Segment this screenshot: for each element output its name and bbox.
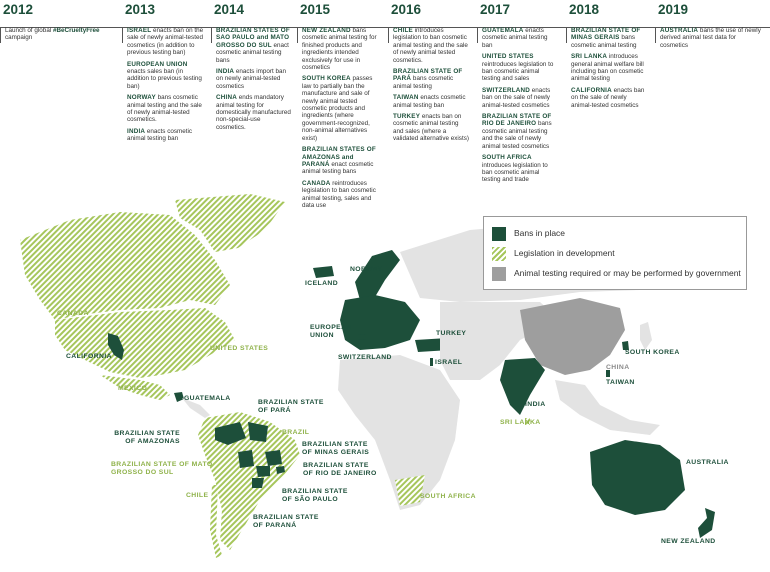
timeline-events	[297, 20, 385, 209]
timeline-column-2014	[211, 0, 295, 135]
timeline-event-text: bans cosmetic animal testing and the sale of newly animal-tested cosmetics.	[127, 94, 202, 124]
timeline-event-subject: CANADA	[302, 179, 331, 187]
timeline-event-subject: SRI LANKA	[571, 53, 608, 61]
timeline-event-subject: CHINA	[216, 94, 237, 102]
timeline-event	[482, 113, 559, 150]
timeline-event-text: bans cosmetic animal testing	[571, 34, 637, 49]
timeline-event	[302, 27, 381, 71]
sao-paulo-shape	[256, 466, 270, 477]
timeline-tick	[566, 27, 567, 43]
label-brazil-mato-grosso: BRAZILIAN STATE OF MATO GROSSO DO SUL	[111, 461, 213, 476]
timeline-event-subject: CALIFORNIA	[571, 86, 612, 94]
timeline-event-subject: AUSTRALIA	[660, 27, 699, 34]
label-sri-lanka: SRI LANKA	[500, 419, 541, 426]
timeline-events	[0, 20, 118, 42]
timeline-event-text: introduces legislation to ban cosmetic animal testing and trade	[482, 161, 548, 184]
timeline-event	[5, 27, 114, 42]
label-australia: AUSTRALIA	[686, 459, 729, 466]
timeline-events	[566, 20, 652, 109]
timeline-year: 2017	[480, 2, 511, 17]
timeline-tick	[655, 27, 656, 43]
timeline-tick	[211, 27, 212, 43]
united-states-shape	[55, 308, 235, 378]
timeline-event	[216, 94, 291, 131]
timeline-event	[302, 146, 381, 176]
timeline-event-subject: CHILE	[393, 27, 413, 34]
minas-shape	[265, 450, 282, 466]
timeline-event-text: enacts cosmetic animal testing ban	[127, 127, 193, 143]
timeline-event	[660, 27, 763, 49]
timeline-event-text: reintroduces legislation to ban cosmetic animal testing and sales	[482, 60, 554, 83]
timeline-event-subject: TURKEY	[393, 113, 421, 121]
timeline-event-subject: INDIA	[127, 127, 146, 135]
label-iceland: ICELAND	[305, 280, 339, 287]
timeline-event-subject: EUROPEAN UNION	[127, 60, 188, 68]
hashtag: #BeCrueltyFree	[52, 27, 100, 34]
legend-swatch-bans	[492, 227, 506, 241]
timeline-event	[571, 53, 648, 83]
timeline-event-text: enacts ban on the sale of newly animal-tested cosmetics	[482, 86, 551, 109]
timeline-event	[393, 94, 470, 109]
parana-shape	[252, 478, 264, 488]
timeline-events	[388, 20, 474, 143]
legend-label-development: Legislation in development	[514, 248, 615, 258]
se-asia-shape	[555, 380, 660, 435]
timeline-column-2018	[566, 0, 652, 113]
label-new-zealand: NEW ZEALAND	[661, 538, 716, 545]
timeline-year: 2014	[214, 2, 245, 17]
label-switzerland: SWITZERLAND	[338, 354, 392, 361]
timeline-event	[127, 61, 204, 91]
timeline-column-2013	[122, 0, 208, 147]
timeline-column-2015	[297, 0, 385, 213]
timeline-event-subject: BRAZILIAN STATE OF PARÁ	[393, 68, 463, 83]
timeline-year: 2016	[391, 2, 422, 17]
australia-shape	[590, 440, 685, 515]
timeline-event-subject: NEW ZEALAND	[302, 27, 351, 34]
japan-shape	[640, 322, 652, 350]
timeline-event	[393, 68, 470, 90]
timeline-event-text: enacts cosmetic animal testing ban	[482, 27, 548, 49]
iceland-shape	[313, 266, 334, 278]
timeline-event-subject: BRAZILIAN STATES OF AMAZONAS and PARANÁ	[302, 146, 376, 168]
timeline-event-text: reintroduces legislation to ban cosmetic animal testing, sales and data use	[302, 179, 376, 209]
timeline-event-text: introduces general animal welfare bill including ban on cosmetic animal testing	[571, 53, 644, 83]
timeline-year: 2012	[3, 2, 34, 17]
timeline-event-subject: SWITZERLAND	[482, 86, 531, 94]
timeline-event	[302, 75, 381, 142]
timeline-event-subject: BRAZILIAN STATES OF SAO PAULO and MATO GROSSO DO SUL	[216, 27, 290, 49]
timeline-event-text: bans cosmetic animal testing for finished products and ingredients intended exclusively for use in cosmetics	[302, 27, 377, 72]
guatemala-shape	[174, 392, 184, 402]
timeline-event-subject: NORWAY	[127, 94, 156, 102]
timeline-column-2012	[0, 0, 118, 46]
label-chile: CHILE	[186, 492, 209, 499]
timeline-column-2017	[477, 0, 563, 188]
label-india: INDIA	[525, 401, 546, 408]
label-guatemala: GUATEMALA	[184, 395, 231, 402]
timeline-event	[216, 27, 291, 64]
timeline-event	[571, 27, 648, 49]
legend-label-government: Animal testing required or may be performed by government	[514, 268, 741, 278]
timeline-event	[482, 27, 559, 49]
label-brazil-para: BRAZILIAN STATE OF PARÁ	[258, 399, 324, 414]
label-canada: CANADA	[57, 310, 89, 317]
israel-shape	[430, 358, 433, 366]
timeline-column-2016	[388, 0, 474, 147]
timeline-event-text: enact cosmetic animal testing bans	[216, 41, 289, 64]
label-israel: ISRAEL	[435, 359, 463, 366]
timeline-event-text: bans cosmetic animal testing	[393, 75, 454, 90]
legend-label-bans: Bans in place	[514, 228, 566, 238]
timeline-event-text: enact cosmetic animal testing bans	[302, 160, 374, 176]
timeline-tick	[122, 27, 123, 43]
label-united-states: UNITED STATES	[210, 345, 269, 352]
timeline-column-2019	[655, 0, 767, 53]
timeline-event-text: bans cosmetic animal testing and the sale of newly animal tested cosmetics	[482, 120, 552, 150]
legend-swatch-development	[492, 247, 506, 261]
timeline-event-text: enacts ban on cosmetic animal testing and sales (where a validated alternative exists)	[393, 113, 469, 143]
new-zealand-shape	[698, 508, 715, 538]
timeline-tick	[297, 27, 298, 43]
label-brazil-sao-paulo: BRAZILIAN STATE OF SÃO PAULO	[282, 488, 348, 503]
timeline-event	[482, 87, 559, 109]
timeline-event-text: introduces legislation to ban cosmetic animal testing and the sale of newly animal tested cosmetics.	[393, 27, 468, 64]
label-california: CALIFORNIA	[66, 353, 112, 360]
timeline-event	[571, 87, 648, 109]
timeline-tick	[0, 27, 1, 43]
timeline-event-subject: GUATEMALA	[482, 27, 524, 34]
timeline-tick	[477, 27, 478, 43]
timeline-tick	[388, 27, 389, 43]
label-brazil-parana: BRAZILIAN STATE OF PARANÁ	[253, 514, 319, 529]
mato-grosso-shape	[238, 450, 254, 468]
timeline-year: 2015	[300, 2, 331, 17]
timeline-event-subject: SOUTH AFRICA	[482, 154, 532, 162]
timeline-event-subject: INDIA	[216, 68, 235, 76]
timeline-year: 2018	[569, 2, 600, 17]
label-norway: NORWAY	[350, 266, 383, 273]
label-china: CHINA	[606, 364, 630, 371]
timeline-events	[477, 20, 563, 184]
legend-swatch-government	[492, 267, 506, 281]
eu-shape	[340, 295, 420, 350]
timeline-event-text: enacts sales ban (in addition to previous testing ban)	[127, 68, 202, 90]
timeline-event	[127, 128, 204, 143]
timeline-event	[393, 113, 470, 143]
label-mexico: MEXICO	[118, 385, 148, 392]
timeline-event	[482, 154, 559, 184]
timeline-event	[127, 27, 204, 57]
label-brazil: BRAZIL	[282, 429, 310, 436]
label-south-africa: SOUTH AFRICA	[420, 493, 476, 500]
label-turkey: TURKEY	[436, 330, 467, 337]
timeline-events	[211, 20, 295, 131]
timeline-event-subject: SOUTH KOREA	[302, 75, 351, 83]
timeline	[0, 0, 770, 209]
timeline-event-text: enacts ban on the sale of newly animal-tested cosmetics	[571, 86, 645, 109]
timeline-events	[122, 20, 208, 143]
timeline-event	[482, 53, 559, 83]
label-taiwan: TAIWAN	[606, 379, 635, 386]
timeline-event-subject: BRAZILIAN STATE OF RIO DE JANEIRO	[482, 113, 552, 128]
timeline-event-text: bans the use of newly derived animal test data for cosmetics	[660, 27, 761, 49]
timeline-event-text: enacts import ban on newly animal-tested cosmetics	[216, 68, 286, 90]
timeline-event-subject: ISRAEL	[127, 27, 152, 34]
timeline-event-text: Launch of global #BeCrueltyFree campaign	[5, 27, 100, 42]
timeline-year: 2019	[658, 2, 689, 17]
timeline-event-subject: UNITED STATES	[482, 53, 534, 61]
label-eu: EUROPEAN UNION	[310, 324, 352, 339]
timeline-events	[655, 20, 767, 49]
timeline-event-subject: TAIWAN	[393, 94, 419, 102]
label-brazil-minas: BRAZILIAN STATE OF MINAS GERAIS	[302, 441, 370, 456]
timeline-year: 2013	[125, 2, 156, 17]
timeline-event	[393, 27, 470, 64]
label-south-korea: SOUTH KOREA	[625, 349, 680, 356]
timeline-event	[127, 94, 204, 124]
norway-shape	[355, 250, 400, 302]
timeline-event	[216, 68, 291, 90]
timeline-event-text: enacts ban on the sale of newly animal-tested cosmetics (in addition to previous testing ban)	[127, 27, 204, 57]
label-brazil-rio: BRAZILIAN STATE OF RIO DE JANEIRO	[303, 462, 377, 477]
legend	[483, 216, 747, 290]
timeline-event-subject: BRAZILIAN STATE OF MINAS GERAIS	[571, 27, 641, 42]
label-brazil-amazonas: BRAZILIAN STATE OF AMAZONAS	[114, 430, 180, 445]
timeline-event-text: passes law to partially ban the manufacture and sale of newly animal tested cosmetic products and ingredients (where government-recognized, non-animal alternatives exist)	[302, 75, 373, 142]
timeline-event-text: ends mandatory animal testing for domestically manufactured non-special-use cosmetics.	[216, 94, 291, 131]
timeline-event-text: enacts cosmetic animal testing ban	[393, 94, 466, 109]
